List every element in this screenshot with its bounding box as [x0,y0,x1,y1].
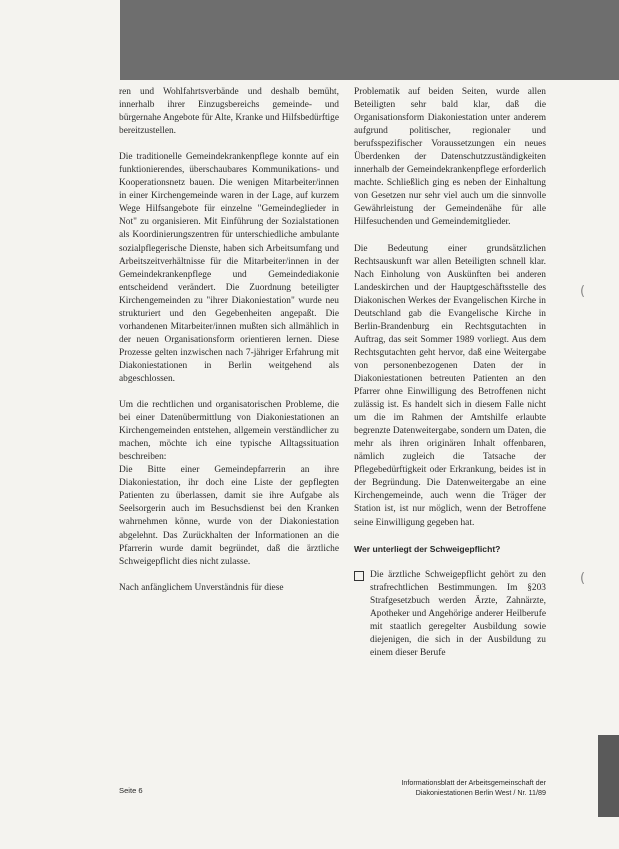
publication-line: Diakoniestationen Berlin West / Nr. 11/89 [415,787,546,797]
publication-line: Informationsblatt der Arbeitsgemeinschaft der [401,778,546,787]
punch-hole-mark-icon: ( [580,284,586,299]
edge-tab [598,735,619,817]
paragraph: Problematik auf beiden Seiten, wurde allen Beteiligten sehr bald klar, daß die Organisationsform Diakoniestation unter anderem aufgrund politischer, regionaler und berufsspezifischer Voraussetzungen ein neues Überdenken der Datenschutzzuständigkeiten innerhalb der Gemeindekrankenpflege erforderlich machte. Schließlich ging es neben der Einhaltung von Gesetzen nur sehr viel auch um die sinnvolle Gewährleistung der Gemeindenähe für alle Hilfesuchenden und Gemeindemitglieder. [354,87,546,228]
left-column [119,86,339,608]
bullet-text: Die ärztliche Schweigepflicht gehört zu den strafrechtlichen Bestimmungen. Im §203 Strafgesetzbuch werden Ärzte, Zahnärzte, Apotheker und Angehörige anderer Heilberufe mit staatlich geregelter Ausbildung sowie diejenigen, die sich in der Ausbildung zu einem dieser Berufe [370,569,546,658]
paragraph: Die traditionelle Gemeindekrankenpflege konnte auf ein funktionierendes, überschaubares Kommunikations- und Kooperationsnetz bauen. Die wenigen Mitarbeiter/innen in einer Kirchengemeinde waren in der Lage, auf kurzem Wege Hilfsangebote für einzelne "Gemeindeglieder in Not" zu organisieren. Mit Einführung der Sozialstationen als Koordinierungszentren für unterschiedliche ambulante sozialpflegerische Dienste, haben sich Arbeitsumfang und Arbeitszeitverhältnisse für die Mitarbeiter/innen in der Gemeindekrankenpflege und Gemeindediakonie entscheidend verändert. Die Zuordnung beteiligter Kirchengemeinden zu "ihrer Diakoniestation" wurde neu strukturiert und den Gegebenheiten angepaßt. Die vorhandenen Mitarbeiter/innen mußten sich allmählich in der neuen Organisationsform orientieren lernen. Diese Prozesse gelten inzwischen nach 7-jähriger Erfahrung mit Diakoniestationen in Berlin weitgehend als abgeschlossen. [119,152,339,384]
bullet-item [354,569,546,660]
header-band [120,0,619,80]
paragraph: ren und Wohlfahrtsverbände und deshalb bemüht, innerhalb ihrer Einzugsbereichs gemeinde- und bürgernahe Angebote für Alte, Kranke und Hilfsbedürftige bereitzustellen. [119,87,339,137]
page-number: Seite 6 [119,786,143,795]
paragraph: Die Bitte einer Gemeindepfarrerin an ihre Diakoniestation, ihr doch eine Liste der gepflegten Patienten zu überlassen, damit sie ihre Aufgabe als Seelsorgerin auch im Besuchsdienst bei den Kranken wahrnehmen könne, wurde von der Diakoniestation abgelehnt. Das Zurückhalten der Informationen an die Pfarrerin wurde damit begründet, daß die ärztliche Schweigepflicht dies nicht zulasse. [119,465,339,567]
paragraph: Nach anfänglichem Unverständnis für diese [119,582,284,593]
publication-info [360,778,546,797]
section-heading: Wer unterliegt der Schweigepflicht? [354,543,501,554]
punch-hole-mark-icon: ( [580,571,586,586]
paragraph: Um die rechtlichen und organisatorischen Probleme, die bei einer Datenübermittlung von Diakoniestationen an Kirchengemeinden entstehen, allgemein verständlicher zu machen, möchte ich eine typische Alltagssituation beschreiben: [119,400,339,463]
paragraph: Die Bedeutung einer grundsätzlichen Rechtsauskunft war allen Beteiligten schnell klar. Nach Einholung von Auskünften bei anderen Landeskirchen und der Hauptgeschäftsstelle des Diakonischen Werkes der Evangelischen Kirche in Deutschland gab die Evangelische Kirche in Berlin-Brandenburg ein Rechtsgutachten in Auftrag, das seit Sommer 1989 vorliegt. Aus dem Rechtsgutachten geht hervor, daß eine Weitergabe von personenbezogenen Daten der in Diakoniestationen betreuten Patienten an den Pfarrer ohne Einwilligung des Betroffenen nicht zulässig ist. Es handelt sich in diesem Falle nicht um die im Rahmen der Amtshilfe erlaubte begrenzte Datenweitergabe, sondern um Daten, die mehr als ihren originären Inhalt offenbaren, nämlich zugleich die Tatsache der Pflegebedürftigkeit oder Erkrankung, beides ist in der Begründung. Die Datenweitergabe an eine Kirchengemeinde, auch wenn die Träger der Station ist, ist nur möglich, wenn der Betroffene seine Einwilligung gegeben hat. [354,243,546,528]
checkbox-bullet-icon [354,571,364,581]
right-column [354,86,546,673]
